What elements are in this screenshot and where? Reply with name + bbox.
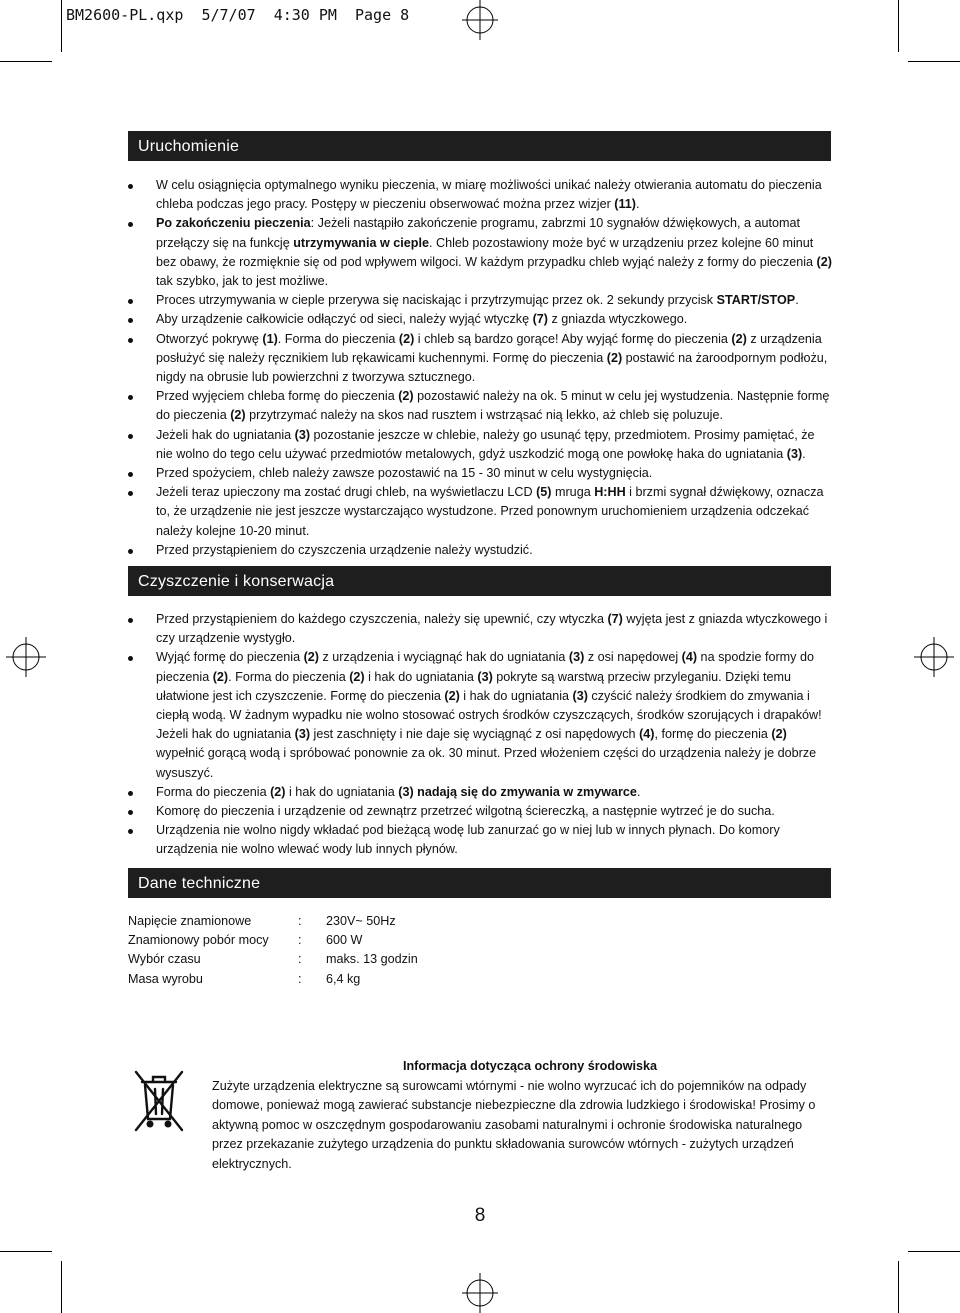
registration-mark-icon xyxy=(460,1273,500,1313)
body-text: Forma do pieczenia xyxy=(156,784,271,799)
bullet-list-uruchomienie xyxy=(128,176,834,560)
spec-label: Wybór czasu xyxy=(128,952,201,967)
bullet-icon xyxy=(128,810,133,815)
emphasis-text: (3) xyxy=(294,727,311,742)
list-item xyxy=(128,802,834,821)
emphasis-text: (7) xyxy=(532,312,548,327)
list-item xyxy=(128,310,834,329)
emphasis-text: (4) xyxy=(639,727,655,742)
body-text: Przed przystąpieniem do czyszczenia urządzenie należy wystudzić. xyxy=(156,542,533,557)
registration-mark-icon xyxy=(914,637,954,677)
technical-data-table xyxy=(128,911,418,988)
body-text: . xyxy=(802,446,806,461)
list-item xyxy=(128,610,834,648)
body-text: Urządzenia nie wolno nigdy wkładać pod bieżącą wodę lub zanurzać go w niej lub w innych płynach. Do komory urządzenia nie wolno wlewać wody lub innych płynów. xyxy=(156,823,780,857)
body-text: i brzmi sygnał dźwiękowy, oznacza to, że urządzenie nie jest jeszcze wystarczająco wystudzone. Przed ponownym uruchomieniem urządzenia odczekać należy kolejne 10-20 minut. xyxy=(156,485,824,538)
body-text: Otworzyć pokrywę xyxy=(156,331,263,346)
registration-mark-icon xyxy=(460,0,500,40)
body-text: wypełnić gorącą wodą i spróbować ponownie za ok. 30 minut. Przed włożeniem części do urządzenia należy je dobrze wysuszyć. xyxy=(156,746,817,780)
bullet-icon xyxy=(128,338,133,343)
crop-mark xyxy=(0,1251,52,1252)
spec-separator: : xyxy=(298,932,302,947)
list-item xyxy=(128,648,834,782)
emphasis-text: (2) xyxy=(606,350,623,365)
bullet-icon xyxy=(128,299,133,304)
body-text: W celu osiągnięcia optymalnego wyniku pieczenia, w miarę możliwości unikać należy otwierania automatu do pieczenia chleba podczas jego pracy. Postępy w pieczeniu obserwować można przez wizjer xyxy=(156,178,822,212)
emphasis-text: (3) xyxy=(294,427,311,442)
crop-mark xyxy=(908,61,960,62)
body-text: . xyxy=(795,293,799,308)
body-text: z gniazda wtyczkowego. xyxy=(547,312,688,327)
emphasis-text: (2) xyxy=(444,688,460,703)
body-text: Przed przystąpieniem do każdego czyszczenia, należy się upewnić, czy wtyczka xyxy=(156,612,608,626)
emphasis-text: (2) xyxy=(230,408,246,423)
bullet-icon xyxy=(128,395,133,400)
body-text: . Forma do pieczenia xyxy=(228,669,350,684)
body-text: jest zaschnięty i nie daje się wyciągnąć z osi napędowych xyxy=(310,727,640,742)
bullet-icon xyxy=(128,618,133,623)
printer-slug xyxy=(66,6,409,24)
emphasis-text: H:HH xyxy=(594,485,626,500)
body-text: i hak do ugniatania xyxy=(459,688,573,703)
body-text: Wyjąć formę do pieczenia xyxy=(156,650,304,665)
section-header-dane-techniczne: Dane techniczne xyxy=(128,868,831,898)
emphasis-text: (3) xyxy=(477,669,493,684)
emphasis-text: (2) xyxy=(771,727,787,742)
environment-text: Zużyte urządzenia elektryczne są surowcami wtórnymi - nie wolno wyrzucać ich do pojemników na odpady domowe, ponieważ mogą zawierać substancje niebezpieczne dla zdrowia ludzkiego i środowiska! Prosimy o aktywną pomoc w oszczędnym gospodarowaniu zasobami naturalnymi i ochronie środowiska naturalnego przez przekazanie zużytego urządzenia do punktu składowania surowców wtórnych - zużytych urządzeń elektrycznych. xyxy=(212,1079,816,1171)
list-item xyxy=(128,783,834,802)
bullet-list-czyszczenie xyxy=(128,610,834,860)
section-header-uruchomienie: Uruchomienie xyxy=(128,131,831,161)
body-text: Proces utrzymywania w cieple przerywa się naciskając i przytrzymując przez ok. 2 sekundy przycisk xyxy=(156,293,717,308)
bullet-icon xyxy=(128,829,133,834)
emphasis-text: (5) xyxy=(536,485,552,500)
emphasis-text: (2) xyxy=(816,254,832,269)
spec-label: Napięcie znamionowe xyxy=(128,913,252,928)
emphasis-text: (3) nadają się do zmywania w zmywarce xyxy=(398,784,637,799)
emphasis-text: (2) xyxy=(212,669,229,684)
bullet-icon xyxy=(128,791,133,796)
spec-label: Masa wyrobu xyxy=(128,971,203,986)
slug-page: Page 8 xyxy=(355,6,410,24)
body-text: z osi napędowej xyxy=(584,650,682,665)
slug-time: 4:30 PM xyxy=(273,6,337,24)
list-item xyxy=(128,214,834,291)
body-text: . Forma do pieczenia xyxy=(277,331,399,346)
bullet-icon xyxy=(128,184,133,189)
list-item xyxy=(128,541,834,560)
body-text: tak szybko, jak to jest możliwe. xyxy=(156,274,329,289)
spec-label: Znamionowy pobór mocy xyxy=(128,932,269,947)
list-item xyxy=(128,464,834,483)
body-text: przytrzymać należy na skos nad rusztem i wstrząsać nią lekko, aż chleb się poluzuje. xyxy=(245,408,723,423)
crop-mark xyxy=(898,0,899,52)
crop-mark xyxy=(0,61,52,62)
body-text: Jeżeli hak do ugniatania xyxy=(156,427,295,442)
body-text: z urządzenia posłużyć się należy ręcznikiem lub rękawicami kuchennymi. Formę do pieczenia xyxy=(156,331,822,365)
emphasis-text: utrzymywania w cieple xyxy=(293,235,429,250)
body-text: wyjęta jest z gniazda wtyczkowego i czy urządzenie wystygło. xyxy=(156,612,828,646)
emphasis-text: (2) xyxy=(270,784,286,799)
body-text: Komorę do pieczenia i urządzenie od zewnątrz przetrzeć wilgotną ściereczką, a następnie wytrzeć je do sucha. xyxy=(156,804,775,819)
list-item xyxy=(128,330,834,388)
emphasis-text: (2) xyxy=(398,331,415,346)
body-text: z urządzenia i wyciągnąć hak do ugniatania xyxy=(318,650,569,665)
spec-separator: : xyxy=(298,913,302,928)
spec-value: 6,4 kg xyxy=(326,971,361,986)
body-text: postawić na żaroodpornym podłożu, nigdy na obrusie lub powierzchni z tworzywa sztucznego. xyxy=(156,350,828,385)
emphasis-text: (2) xyxy=(398,389,414,404)
spec-value: 230V~ 50Hz xyxy=(326,913,396,928)
emphasis-text: (7) xyxy=(607,612,623,626)
body-text: pozostawić należy na ok. 5 minut w celu jej wystudzenia. Następnie formę do pieczenia xyxy=(156,389,830,423)
body-text: i hak do ugniatania xyxy=(364,669,478,684)
list-item xyxy=(128,176,834,214)
bullet-icon xyxy=(128,222,133,227)
body-text: : Jeżeli nastąpiło zakończenie programu, zabrzmi 10 sygnałów dźwiękowych, a automat przełączy się na funkcję xyxy=(156,216,800,250)
body-text: . xyxy=(635,197,640,212)
environment-title: Informacja dotycząca ochrony środowiska xyxy=(402,1059,658,1073)
body-text: Przed spożyciem, chleb należy zawsze pozostawić na 15 - 30 minut w celu wystygnięcia. xyxy=(156,466,653,481)
body-text: i chleb są bardzo gorące! Aby wyjąć formę do pieczenia xyxy=(414,331,732,346)
slug-date: 5/7/07 xyxy=(201,6,256,24)
table-row xyxy=(128,950,418,969)
list-item xyxy=(128,426,834,464)
body-text: i hak do ugniatania xyxy=(285,784,399,799)
section-header-czyszczenie: Czyszczenie i konserwacja xyxy=(128,566,831,596)
spec-separator: : xyxy=(298,971,302,986)
body-text: mruga xyxy=(551,485,595,500)
body-text: Aby urządzenie całkowicie odłączyć od sieci, należy wyjąć wtyczkę xyxy=(156,312,533,327)
emphasis-text: (2) xyxy=(349,669,365,684)
bullet-icon xyxy=(128,434,133,439)
body-text: , formę do pieczenia xyxy=(654,727,772,742)
body-text: pokryte są warstwą przeciw przyleganiu. Dzięki temu ułatwione jest ich czyszczenie. Formę do pieczenia xyxy=(156,669,791,703)
emphasis-text: (2) xyxy=(303,650,319,665)
emphasis-text: (4) xyxy=(681,650,698,665)
emphasis-text: (3) xyxy=(572,688,588,703)
slug-filename: BM2600-PL.qxp xyxy=(66,6,184,24)
emphasis-text: (11) xyxy=(614,197,636,212)
crop-mark xyxy=(908,1251,960,1252)
spec-value: 600 W xyxy=(326,932,363,947)
emphasis-text: (1) xyxy=(262,331,278,346)
bullet-icon xyxy=(128,318,133,323)
crop-mark xyxy=(61,0,62,52)
spec-value: maks. 13 godzin xyxy=(326,952,418,967)
list-item xyxy=(128,387,834,425)
emphasis-text: (2) xyxy=(731,331,747,346)
bullet-icon xyxy=(128,472,133,477)
table-row xyxy=(128,969,418,988)
body-text: pozostanie jeszcze w chlebie, należy go usunąć tępy, przedmiotem. Prosimy pamiętać, że nie wolno do tego celu używać przedmiotów metalowych, gdyż uszkodzić mogą one powłokę haka do ugniatania xyxy=(156,427,815,461)
bullet-icon xyxy=(128,656,133,661)
spec-separator: : xyxy=(298,952,302,967)
emphasis-text: Po zakończeniu pieczenia xyxy=(156,216,311,231)
body-text: Jeżeli teraz upieczony ma zostać drugi chleb, na wyświetlaczu LCD xyxy=(156,485,537,500)
list-item xyxy=(128,483,834,541)
body-text: . xyxy=(636,784,641,799)
crop-mark xyxy=(61,1261,62,1313)
emphasis-text: (3) xyxy=(786,446,803,461)
crossed-out-wheelie-bin-icon xyxy=(128,1058,190,1138)
registration-mark-icon xyxy=(6,637,46,677)
table-row xyxy=(128,930,418,949)
emphasis-text: START/STOP xyxy=(716,293,796,308)
body-text: na spodzie formy do pieczenia xyxy=(156,650,814,684)
crop-mark xyxy=(898,1261,899,1313)
emphasis-text: (3) xyxy=(568,650,585,665)
bullet-icon xyxy=(128,491,133,496)
body-text: Przed wyjęciem chleba formę do pieczenia xyxy=(156,389,399,404)
bullet-icon xyxy=(128,549,133,554)
list-item xyxy=(128,821,834,859)
list-item xyxy=(128,291,834,310)
table-row xyxy=(128,911,418,930)
page-number: 8 xyxy=(474,1205,486,1226)
body-text: czyścić należy środkiem do zmywania i ciepłą wodą. W żadnym wypadku nie wolno stosować ostrych środków czyszczących, środków szorujących i drapaków! Jeżeli hak do ugniatania xyxy=(156,688,822,742)
body-text: . Chleb pozostawiony może być w urządzeniu przez kolejne 60 minut bez obawy, że rozmięknie się od pod wpływem wilgoci. W każdym przypadku chleb wyjąć należy z formy do pieczenia xyxy=(156,235,817,269)
